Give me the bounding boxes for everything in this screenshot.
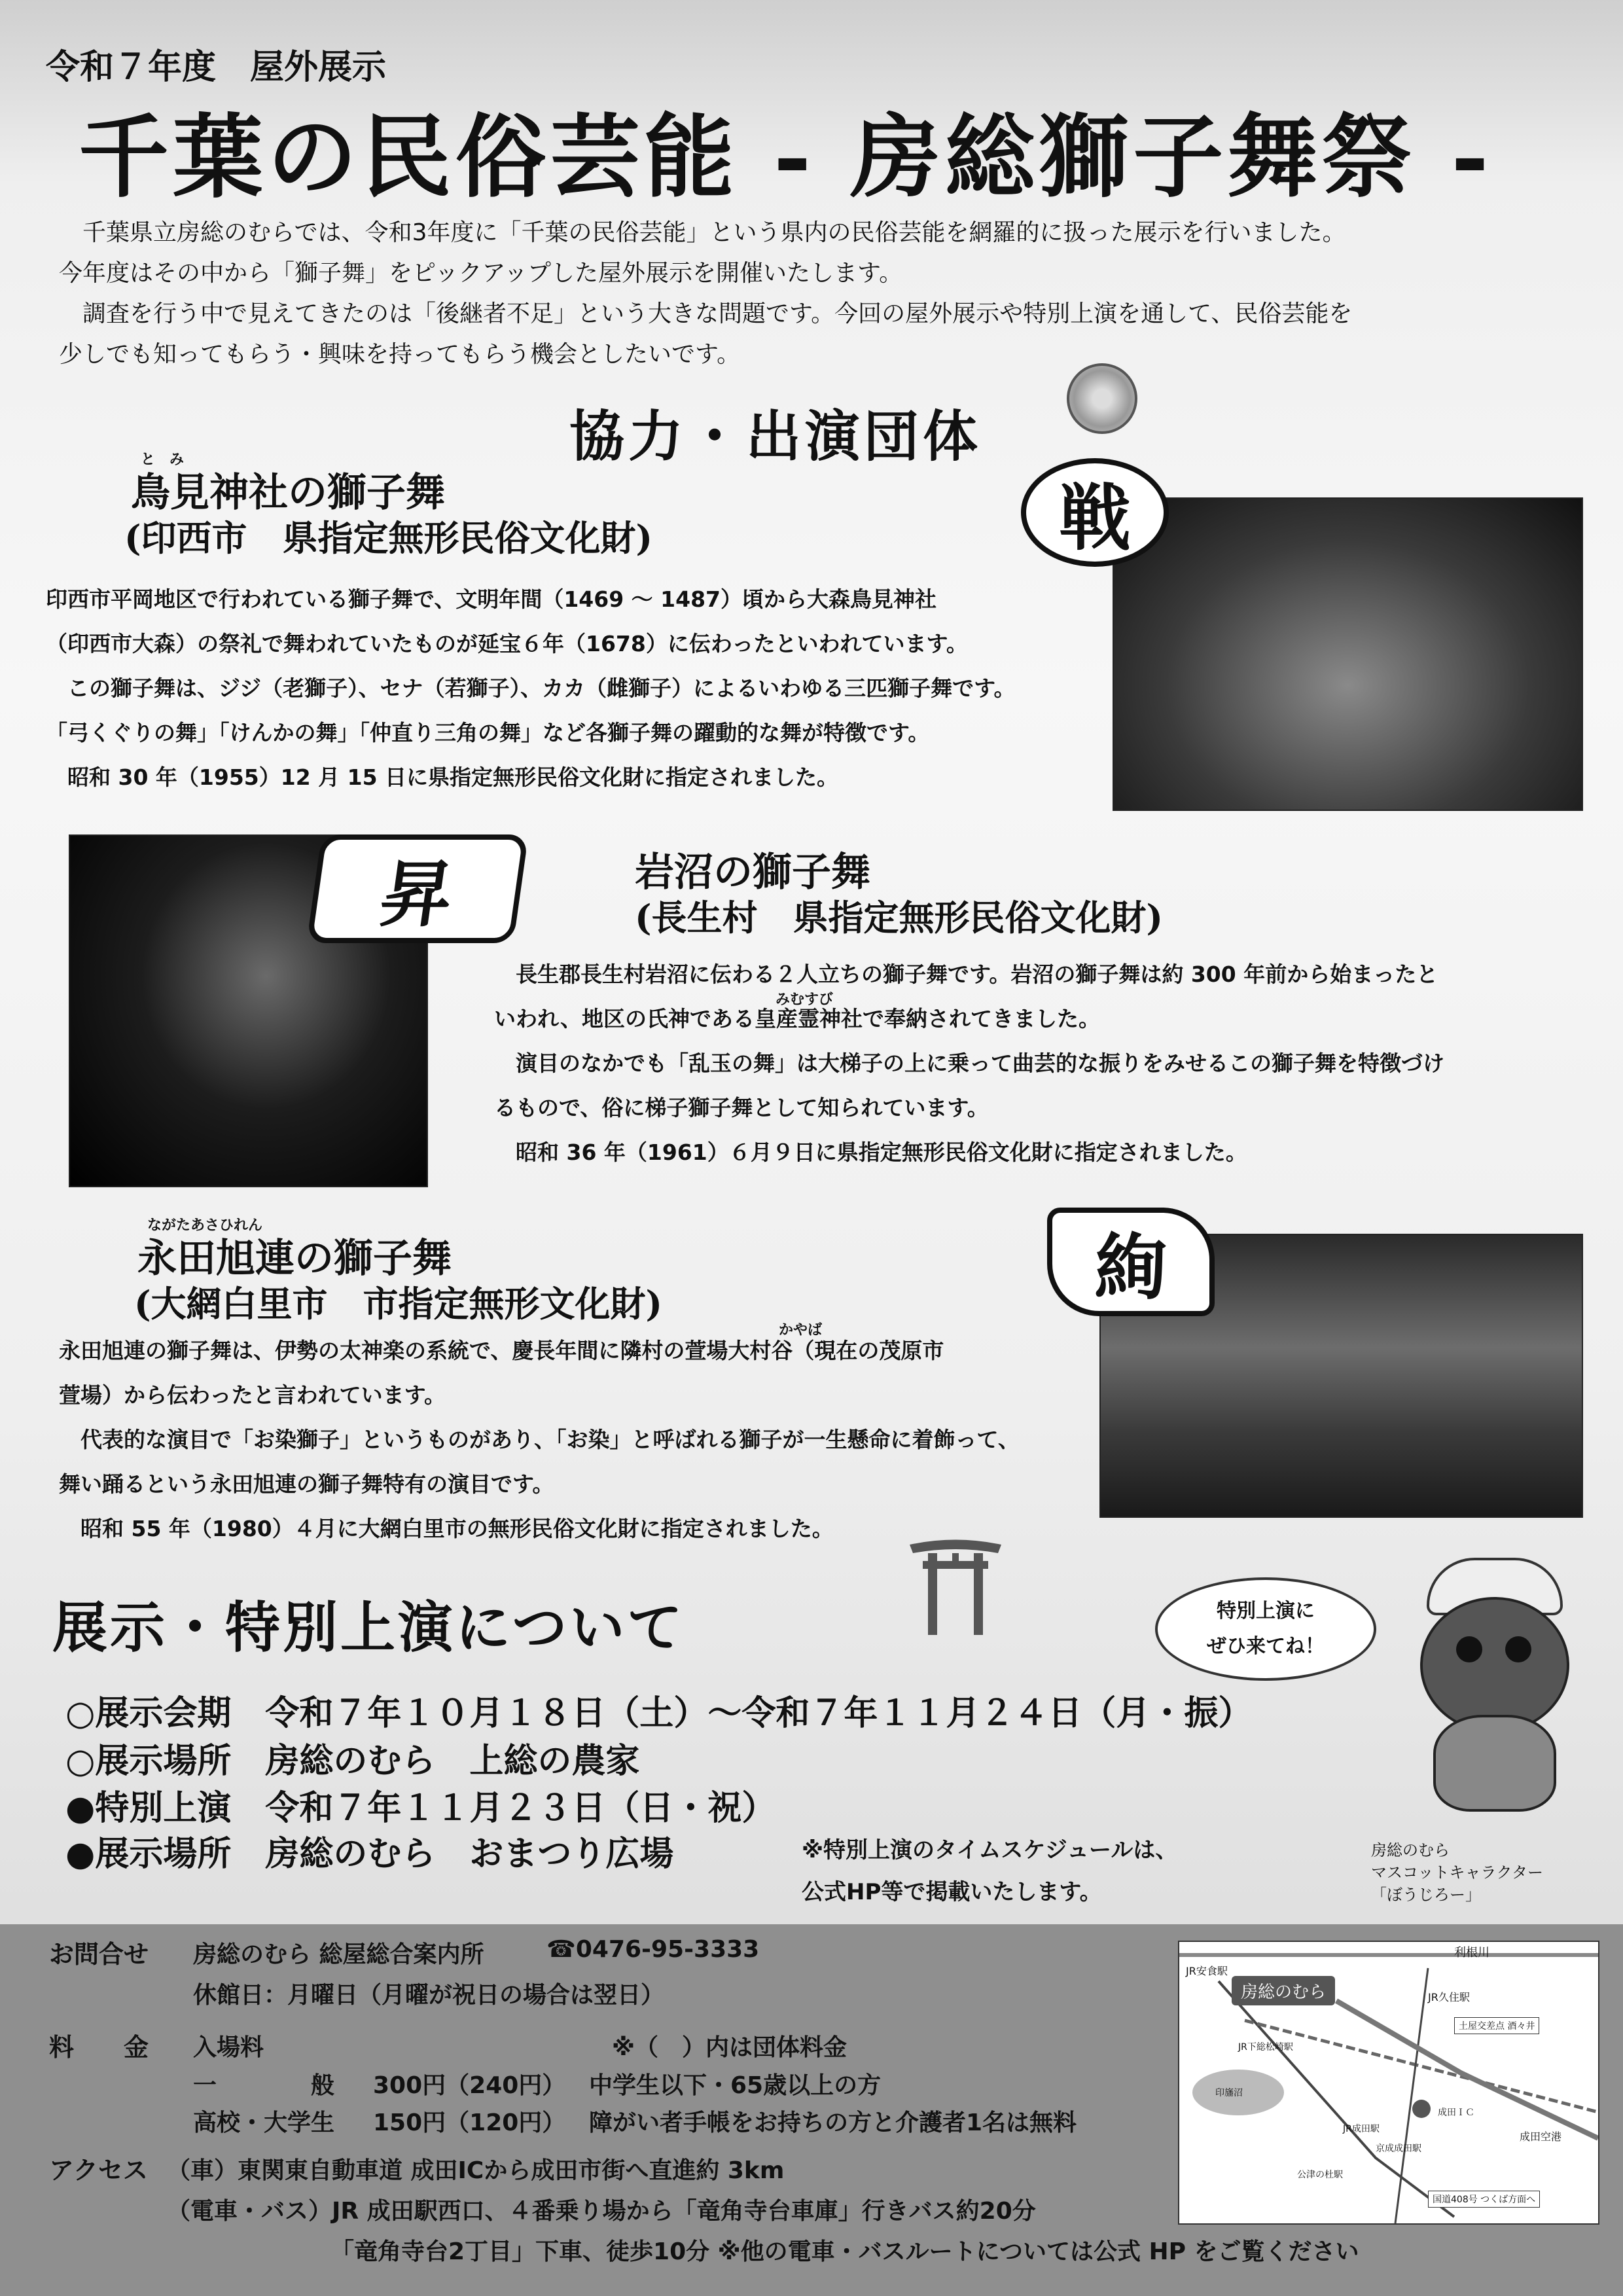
fee-row-label: 高校・大学生: [193, 2109, 335, 2136]
exhibit-place: ○展示場所 房総のむら 上総の農家: [65, 1741, 640, 1781]
desc-line: 長生郡長生村岩沼に伝わる２人立ちの獅子舞です。岩沼の獅子舞は約 300 年前から始まったと: [516, 961, 1438, 987]
page-title: 千葉の民俗芸能 - 房総獅子舞祭 -: [79, 103, 1493, 210]
map-label: 成田ＩＣ: [1438, 2108, 1474, 2118]
map-label: JR成田駅: [1343, 2124, 1380, 2134]
group-ruby: みむすび: [776, 991, 834, 1008]
exhibit-heading: 展示・特別上演について: [52, 1595, 685, 1660]
group-ruby: かやば: [779, 1321, 823, 1338]
map-label: 利根川: [1454, 1946, 1489, 1960]
mascot-caption: [1371, 1839, 1543, 1906]
desc-line: 昭和 30 年（1955）12 月 15 日に県指定無形民俗文化財に指定されました。: [67, 764, 839, 790]
intro-line: 千葉県立房総のむらでは、令和3年度に「千葉の民俗芸能」という県内の民俗芸能を網羅的に扱った展示を行いました。: [82, 219, 1346, 246]
desc-line: 萱場）から伝わったと言われています。: [59, 1382, 446, 1408]
desc-line: （印西市大森）の祭礼で舞われていたものが延宝６年（1678）に伝わったといわれています。: [46, 631, 968, 656]
coop-heading: 協力・出演団体: [569, 404, 982, 469]
map-label: 成田空港: [1520, 2130, 1562, 2143]
map-label: 土屋交差点 酒々井: [1454, 2017, 1539, 2034]
intro-line: 調査を行う中で見えてきたのは「後継者不足」という大きな問題です。今回の屋外展示や特別上演を通して、民俗芸能を: [82, 300, 1353, 327]
kanji-badge: 昇: [306, 834, 528, 943]
fee-row-price: 150円（120円）: [373, 2109, 566, 2136]
intro-line: 少しでも知ってもらう・興味を持ってもらう機会としたいです。: [59, 341, 741, 368]
bubble-line: 特別上演に: [1217, 1600, 1315, 1623]
fee-heading: 入場料: [193, 2034, 264, 2061]
desc-line: 印西市平岡地区で行われている獅子舞で、文明年間（1469 ～ 1487）頃から大森鳥見神社: [46, 586, 937, 612]
map-label: 京成成田駅: [1376, 2144, 1421, 2154]
caption-line: マスコットキャラクター: [1371, 1863, 1544, 1882]
desc-line: 昭和 55 年（1980）４月に大網白里市の無形民俗文化財に指定されました。: [80, 1516, 834, 1541]
group-subtitle: (印西市 県指定無形民俗文化財): [124, 517, 653, 559]
map-label: JR下総松崎駅: [1238, 2042, 1293, 2053]
desc-line: 演目のなかでも「乱玉の舞」は大梯子の上に乗って曲芸的な振りをみせるこの獅子舞を特徴づけ: [516, 1050, 1444, 1076]
map-label: 国道408号 つくば方面へ: [1428, 2191, 1540, 2208]
group-description: [46, 577, 1016, 800]
desc-line: 永田旭連の獅子舞は、伊勢の太神楽の系統で、慶長年間に隣村の萱場大村谷（現在の茂原市: [59, 1338, 944, 1363]
fee-note: ※（ ）内は団体料金: [612, 2034, 847, 2061]
fee-row-free: 障がい者手帳をお持ちの方と介護者1名は無料: [589, 2109, 1077, 2136]
desc-line: 舞い踊るという永田旭連の獅子舞特有の演目です。: [59, 1471, 554, 1497]
map-label: JR久住駅: [1428, 1991, 1470, 2003]
access-train: （電車・バス）JR 成田駅西口、４番乗り場から「竜角寺台車庫」行きバス約20分: [167, 2198, 1036, 2225]
fee-row-free: 中学生以下・65歳以上の方: [589, 2072, 882, 2099]
schedule-note: [802, 1829, 1177, 1913]
group-name: 鳥見神社の獅子舞: [131, 470, 445, 516]
group-ruby: ながたあさひれん: [147, 1217, 263, 1234]
map-label: 印旛沼: [1215, 2088, 1243, 2098]
note-line: 公式HP等で掲載いたします。: [802, 1879, 1102, 1905]
map-label: JR安食駅: [1186, 1965, 1228, 1977]
speech-bubble: [1155, 1577, 1376, 1681]
phone-number: ☎0476-95-3333: [546, 1936, 760, 1963]
group-name: 岩沼の獅子舞: [635, 850, 870, 895]
fee-row-price: 300円（240円）: [373, 2072, 566, 2099]
access-car: （車）東関東自動車道 成田ICから成田市街へ直進約 3km: [167, 2157, 785, 2184]
special-performance-date: ●特別上演 令和７年１１月２３日（日・祝）: [65, 1788, 776, 1828]
group-subtitle: (大網白里市 市指定無形文化財): [134, 1283, 663, 1325]
access-label: アクセス: [49, 2156, 148, 2185]
caption-line: 「ぼうじろー」: [1371, 1886, 1481, 1904]
map-title: 房総のむら: [1232, 1976, 1335, 2005]
group-description: [59, 1329, 1020, 1551]
group-ruby: と み: [141, 451, 185, 468]
access-map[interactable]: [1178, 1941, 1599, 2225]
subtitle: 令和７年度 屋外展示: [46, 47, 387, 87]
desc-line: 昭和 36 年（1961）６月９日に県指定無形民俗文化財に指定されました。: [516, 1139, 1247, 1165]
special-performance-place: ●展示場所 房総のむら おまつり広場: [65, 1834, 674, 1874]
desc-line: いわれ、地区の氏神である皇産霊神社で奉納されてきました。: [494, 1006, 1100, 1031]
desc-line: 「弓くぐりの舞」「けんかの舞」「仲直り三角の舞」など各獅子舞の躍動的な舞が特徴です。: [46, 720, 930, 745]
group-description: [494, 952, 1444, 1175]
caption-line: 房総のむら: [1371, 1841, 1450, 1859]
group-name: 永田旭連の獅子舞: [137, 1236, 452, 1282]
note-line: ※特別上演のタイムスケジュールは、: [802, 1837, 1178, 1863]
desc-line: この獅子舞は、ジジ（老獅子）、セナ（若獅子）、カカ（雌獅子）によるいわゆる三匹獅子舞です。: [67, 675, 1016, 701]
desc-line: るもので、俗に梯子獅子舞として知られています。: [494, 1095, 989, 1121]
closed-days: 休館日：月曜日（月曜が祝日の場合は翌日）: [193, 1982, 665, 2009]
intro-paragraph: [59, 213, 1577, 375]
fee-label: 料 金: [49, 2033, 149, 2062]
kanji-badge: 戦: [1021, 458, 1169, 567]
group-subtitle: (長生村 県指定無形民俗文化財): [635, 897, 1164, 939]
temari-ball-icon: [1067, 363, 1137, 434]
torii-icon: [906, 1535, 1005, 1636]
exhibit-period: ○展示会期 令和７年１０月１８日（土）～令和７年１１月２４日（月・振）: [65, 1693, 1253, 1733]
contact-label: お問合せ: [49, 1940, 149, 1969]
access-walk: 「竜角寺台2丁目」下車、徒歩10分 ※他の電車・バスルートについては公式 HP をご覧ください: [330, 2238, 1359, 2265]
photo-tomi-shishimai: [1113, 497, 1583, 811]
desc-line: 代表的な演目で「お染獅子」というものがあり、「お染」と呼ばれる獅子が一生懸命に着飾って、: [80, 1427, 1020, 1452]
mascot-bojiro: [1407, 1558, 1577, 1806]
intro-line: 今年度はその中から「獅子舞」をピックアップした屋外展示を開催いたします。: [59, 260, 903, 287]
fee-row-label: 一 般: [193, 2072, 335, 2099]
kanji-badge: 絢: [1047, 1208, 1215, 1316]
bubble-line: ぜひ来てね！: [1207, 1635, 1325, 1658]
contact-name: 房総のむら 総屋総合案内所: [193, 1941, 484, 1968]
map-label: 公津の杜駅: [1297, 2170, 1343, 2180]
